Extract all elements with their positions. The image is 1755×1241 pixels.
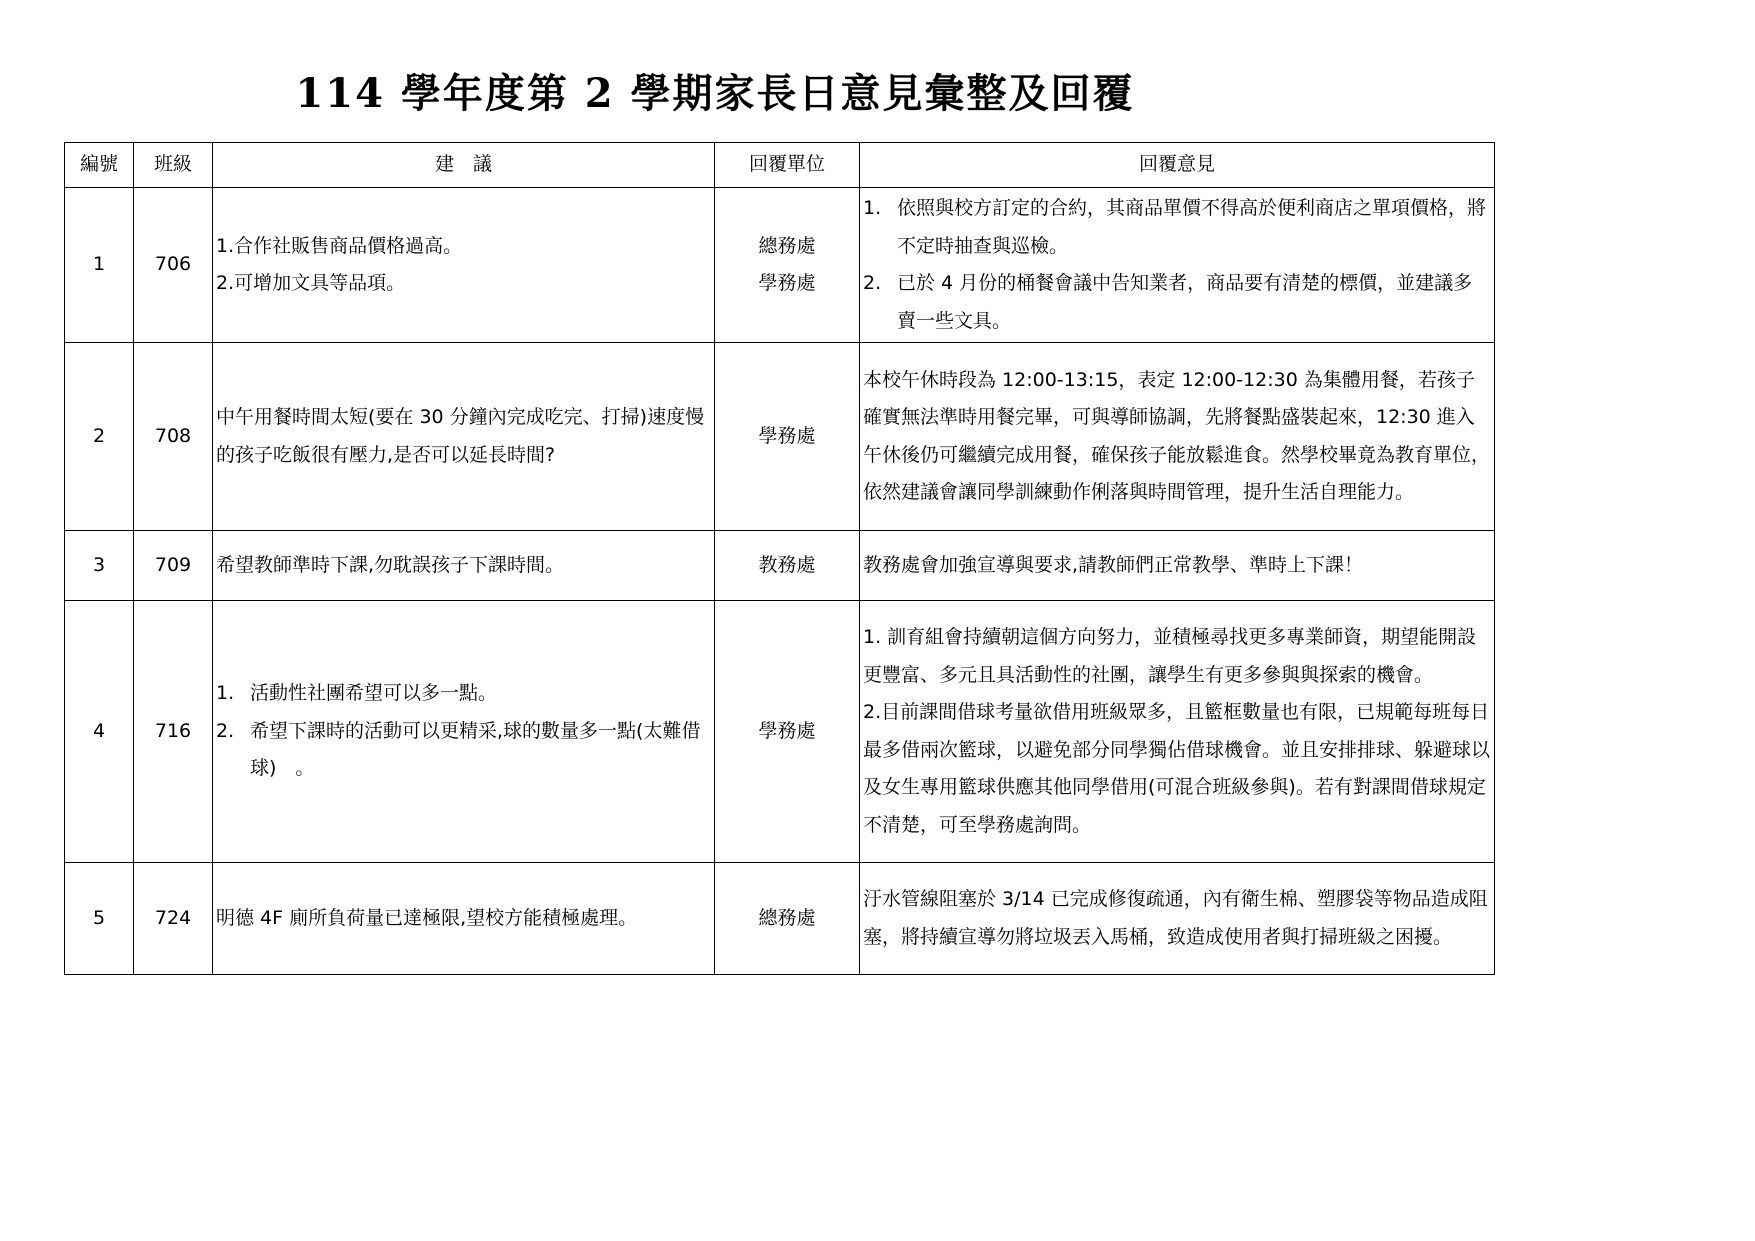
table-row (65, 601, 1495, 863)
unit-line: 學務處 (758, 424, 816, 447)
suggestion-line: 希望教師準時下課,勿耽誤孩子下課時間。 (216, 553, 565, 576)
page-title: 114 學年度第 2 學期家長日意見彙整及回覆 (295, 70, 1135, 117)
unit-line: 學務處 (758, 272, 816, 294)
unit-line: 學務處 (758, 719, 816, 742)
row-suggestion (213, 343, 715, 531)
header-reply-unit: 回覆單位 (715, 143, 860, 188)
suggestion-line: 明德 4F 廁所負荷量已達極限,望校方能積極處理。 (216, 906, 638, 929)
item-number: 1. (216, 682, 235, 705)
feedback-table (64, 142, 1495, 975)
suggestion-line: 2.可增加文具等品項。 (216, 272, 406, 294)
header-class: 班級 (134, 143, 213, 188)
header-suggestion: 建 議 (213, 143, 715, 188)
header-reply: 回覆意見 (860, 143, 1495, 188)
row-class: 708 (134, 343, 213, 531)
suggestion-line: 中午用餐時間太短(要在 30 分鐘內完成吃完、打掃)速度慢的孩子吃飯很有壓力,是否可以延長時間? (216, 406, 705, 466)
reply-text: 教務處會加強宣導與要求,請教師們正常教學、準時上下課！ (863, 553, 1364, 576)
table-row (65, 863, 1495, 975)
reply-text: 汙水管線阻塞於 3/14 已完成修復疏通，內有衛生棉、塑膠袋等物品造成阻塞，將持續宣導勿將垃圾丟入馬桶，致造成使用者與打掃班級之困擾。 (863, 888, 1488, 948)
item-text: 依照與校方訂定的合約，其商品單價不得高於便利商店之單項價格，將不定時抽查與巡檢。 (897, 197, 1487, 257)
table-row (65, 531, 1495, 601)
item-text: 已於 4 月份的桶餐會議中告知業者，商品要有清楚的標價，並建議多賣一些文具。 (897, 272, 1473, 332)
row-number: 5 (65, 863, 134, 975)
table-header-row (65, 143, 1495, 188)
row-reply (860, 343, 1495, 531)
item-number: 1. (863, 197, 882, 219)
table-row (65, 343, 1495, 531)
row-reply (860, 863, 1495, 975)
row-reply (860, 601, 1495, 863)
row-suggestion (213, 188, 715, 343)
suggestion-list (216, 675, 711, 788)
row-reply-unit (715, 863, 860, 975)
row-number: 3 (65, 531, 134, 601)
row-reply-unit (715, 188, 860, 343)
row-suggestion (213, 531, 715, 601)
row-class: 724 (134, 863, 213, 975)
row-class: 706 (134, 188, 213, 343)
header-number: 編號 (65, 143, 134, 188)
list-item (863, 190, 1491, 265)
row-reply (860, 188, 1495, 343)
reply-text: 本校午休時段為 12:00-13:15，表定 12:00-12:30 為集體用餐，若孩子確實無法準時用餐完畢，可與導師協調，先將餐點盛裝起來，12:30 進入午休後仍可繼續完成用餐，確保孩子能放鬆進食。然學校畢竟為教育單位，依然建議會讓同學訓練動作俐落與時間管理，提升生活自理能力。 (863, 368, 1491, 503)
unit-line: 總務處 (758, 906, 816, 929)
row-reply-unit (715, 343, 860, 531)
row-class: 716 (134, 601, 213, 863)
unit-line: 總務處 (758, 234, 816, 257)
row-class: 709 (134, 531, 213, 601)
row-number: 4 (65, 601, 134, 863)
row-suggestion (213, 601, 715, 863)
item-number: 2. (863, 272, 882, 294)
row-number: 2 (65, 343, 134, 531)
list-item (216, 675, 711, 713)
row-reply-unit (715, 601, 860, 863)
row-suggestion (213, 863, 715, 975)
reply-paragraph: 2.目前課間借球考量欲借用班級眾多，且籃框數量也有限，已規範每班每日最多借兩次籃球，以避免部分同學獨佔借球機會。並且安排排球、躲避球以及女生專用籃球供應其他同學借用(可混合班級參與)。若有對課間借球規定不清楚，可至學務處詢問。 (863, 701, 1491, 836)
row-reply-unit (715, 531, 860, 601)
unit-line: 教務處 (758, 553, 816, 576)
reply-list (863, 190, 1491, 340)
table-row (65, 188, 1495, 343)
item-number: 2. (216, 719, 235, 742)
reply-paragraph: 1. 訓育組會持續朝這個方向努力，並積極尋找更多專業師資，期望能開設更豐富、多元且具活動性的社團，讓學生有更多參與與探索的機會。 (863, 626, 1477, 686)
suggestion-line: 1.合作社販售商品價格過高。 (216, 234, 463, 257)
row-number: 1 (65, 188, 134, 343)
list-item (863, 265, 1491, 340)
row-reply (860, 531, 1495, 601)
item-text: 希望下課時的活動可以更精采,球的數量多一點(太難借球) 。 (250, 719, 701, 780)
item-text: 活動性社團希望可以多一點。 (250, 682, 498, 705)
list-item (216, 713, 711, 788)
